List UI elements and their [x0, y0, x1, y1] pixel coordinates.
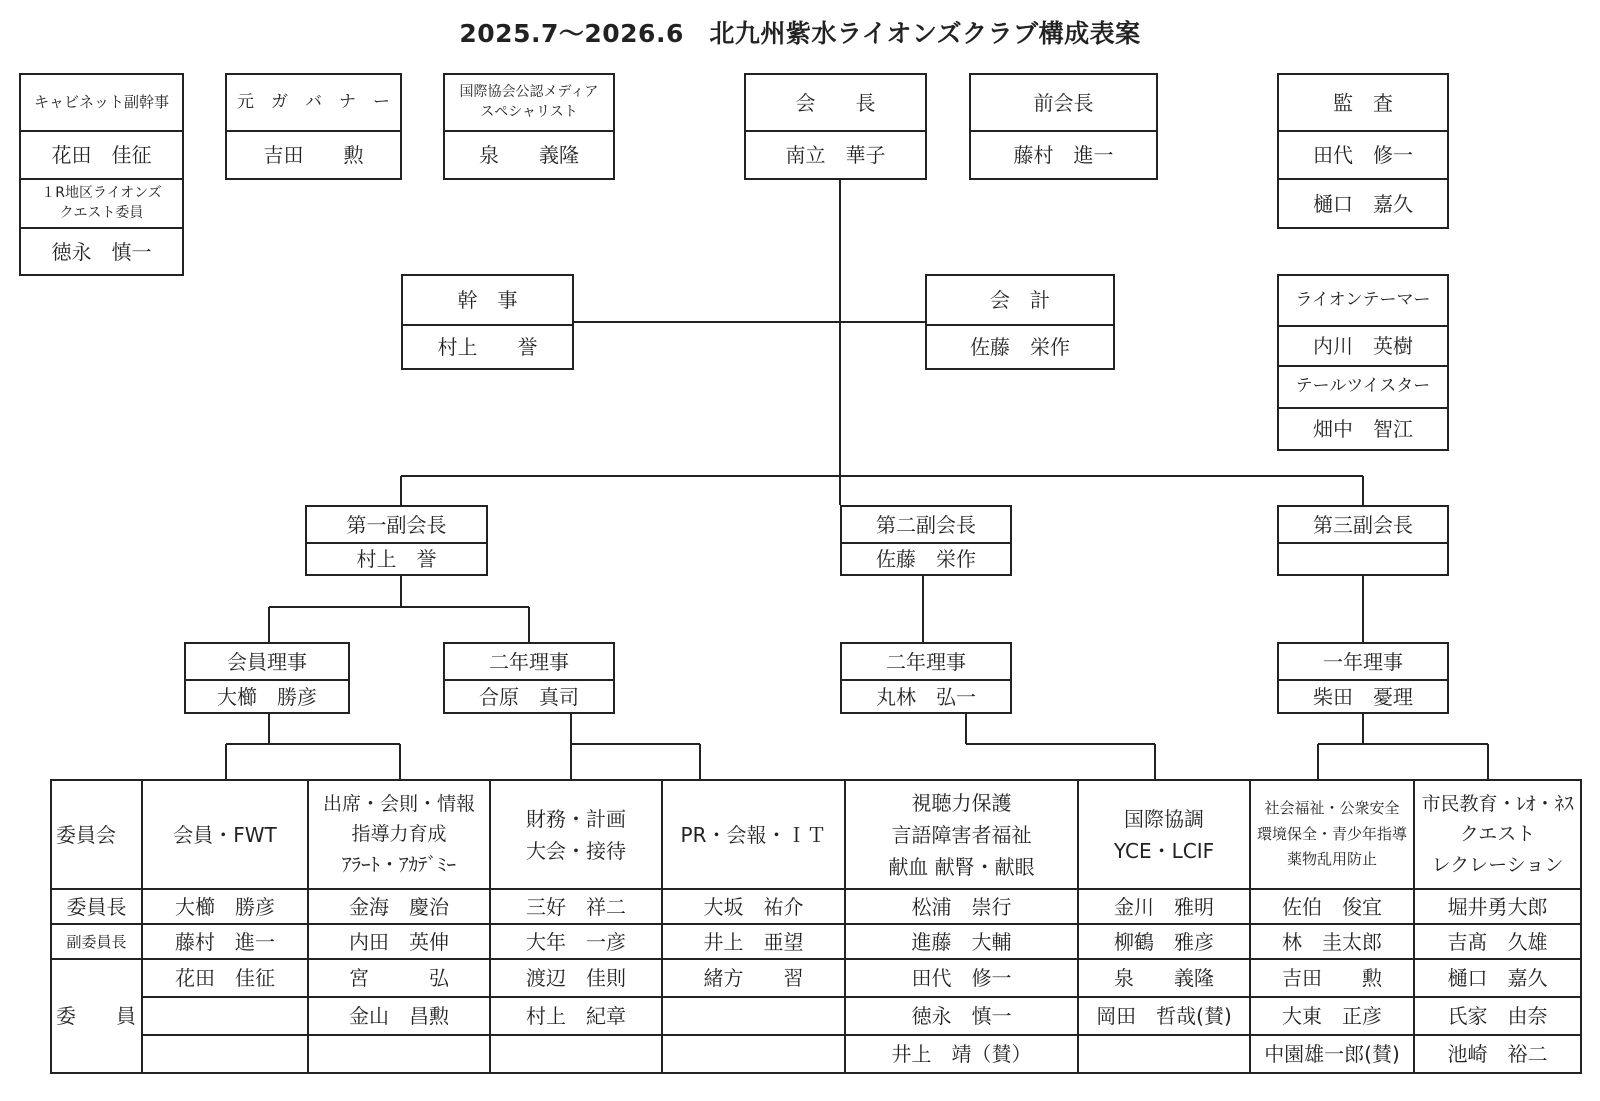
committee-8: 市民教育・ﾚｵ・ﾈｽ クエスト レクレーション	[1414, 780, 1581, 889]
auditor-role: 監 査	[1333, 90, 1393, 115]
member-row-3	[51, 1035, 1581, 1073]
vice-chair-4: 井上 亜望	[662, 924, 845, 959]
director-1-box	[184, 642, 350, 714]
member-row-2	[51, 997, 1581, 1035]
secretary-role: 幹 事	[457, 288, 518, 312]
director-4-box	[1277, 642, 1449, 714]
committee-row	[51, 780, 1581, 889]
vice-chair-1: 藤村 進一	[142, 924, 308, 959]
vice-president-2-name: 佐藤 栄作	[842, 542, 1010, 574]
member-3-4	[662, 1035, 845, 1073]
media-box	[443, 73, 615, 180]
page-title: 2025.7～2026.6 北九州紫水ライオンズクラブ構成表案	[459, 19, 1141, 48]
committee-6: 国際協調 YCE・LCIF	[1078, 780, 1250, 889]
past-president-role: 前会長	[1033, 90, 1094, 115]
vice-chair-7: 林 圭太郎	[1250, 924, 1414, 959]
members-label: 委 員	[51, 959, 142, 1073]
past-president-name: 藤村 進一	[971, 130, 1156, 178]
chair-7: 佐伯 俊宜	[1250, 889, 1414, 924]
committee-table	[50, 779, 1582, 1074]
chair-6: 金川 雅明	[1078, 889, 1250, 924]
director-3-role: 二年理事	[886, 649, 966, 674]
committee-label: 委員会	[51, 780, 142, 889]
director-2-box	[443, 642, 615, 714]
cabinet-box	[19, 73, 184, 276]
vice-president-3-name	[1279, 542, 1447, 574]
president-name: 南立 華子	[746, 130, 925, 178]
member-2-2: 金山 昌勲	[308, 997, 490, 1035]
lion-tamer-box	[1277, 274, 1449, 451]
tail-twister-role: テールツイスター	[1279, 365, 1447, 407]
chair-3: 三好 祥二	[490, 889, 662, 924]
vice-chair-8: 吉髙 久雄	[1414, 924, 1581, 959]
treasurer-name: 佐藤 栄作	[927, 324, 1113, 368]
member-1-7: 吉田 勲	[1250, 959, 1414, 997]
quest-name: 徳永 慎一	[21, 227, 182, 274]
president-box	[744, 73, 927, 180]
president-role: 会 長	[795, 90, 876, 115]
former-governor-role: 元 ガ バ ナ ー	[237, 91, 390, 112]
director-1-name: 大櫛 勝彦	[186, 679, 348, 712]
vice-chair-5: 進藤 大輔	[845, 924, 1078, 959]
member-2-1	[142, 997, 308, 1035]
secretary-box	[401, 274, 574, 370]
cabinet-name: 花田 佳征	[21, 130, 182, 178]
director-3-name: 丸林 弘一	[842, 679, 1010, 712]
media-role: 国際協会公認メディア スペシャリスト	[459, 83, 599, 120]
director-1-role: 会員理事	[227, 649, 307, 674]
vice-chair-label: 副委員長	[51, 924, 142, 959]
member-3-5: 井上 靖（賛）	[845, 1035, 1078, 1073]
member-2-6: 岡田 哲哉(賛)	[1078, 997, 1250, 1035]
auditor-name-2: 樋口 嘉久	[1279, 178, 1447, 227]
director-3-box	[840, 642, 1012, 714]
past-president-box	[969, 73, 1158, 180]
member-row-1	[51, 959, 1581, 997]
committee-2: 出席・会則・情報 指導力育成 ｱﾗｰﾄ・ｱｶﾃﾞﾐｰ	[308, 780, 490, 889]
member-2-3: 村上 紀章	[490, 997, 662, 1035]
treasurer-role: 会 計	[990, 288, 1050, 312]
member-1-1: 花田 佳征	[142, 959, 308, 997]
member-3-1	[142, 1035, 308, 1073]
member-1-5: 田代 修一	[845, 959, 1078, 997]
quest-role: １R地区ライオンズ クエスト委員	[21, 178, 182, 227]
member-1-3: 渡辺 佳則	[490, 959, 662, 997]
vice-president-3-role: 第三副会長	[1313, 512, 1413, 537]
vice-president-3-box	[1277, 505, 1449, 576]
director-2-name: 合原 真司	[445, 679, 613, 712]
director-4-name: 柴田 憂理	[1279, 679, 1447, 712]
former-governor-box	[225, 73, 402, 180]
vice-president-1-role: 第一副会長	[346, 512, 447, 537]
vice-chair-2: 内田 英伸	[308, 924, 490, 959]
committee-4: PR・会報・ＩＴ	[662, 780, 845, 889]
member-1-4: 緒方 習	[662, 959, 845, 997]
director-4-role: 一年理事	[1323, 649, 1403, 674]
committee-5: 視聴力保護 言語障害者福祉 献血 献腎・献眼	[845, 780, 1078, 889]
chair-5: 松浦 崇行	[845, 889, 1078, 924]
committee-7: 社会福祉・公衆安全 環境保全・青少年指導 薬物乱用防止	[1250, 780, 1414, 889]
member-3-8: 池崎 裕二	[1414, 1035, 1581, 1073]
auditor-box	[1277, 73, 1449, 229]
secretary-name: 村上 誉	[403, 324, 572, 368]
vice-chair-6: 柳鶴 雅彦	[1078, 924, 1250, 959]
vice-president-2-role: 第二副会長	[876, 512, 976, 537]
member-1-2: 宮 弘	[308, 959, 490, 997]
media-name: 泉 義隆	[445, 130, 613, 178]
vice-president-2-box	[840, 505, 1012, 576]
member-3-2	[308, 1035, 490, 1073]
member-2-5: 徳永 慎一	[845, 997, 1078, 1035]
tail-twister-name: 畑中 智江	[1279, 407, 1447, 449]
member-3-3	[490, 1035, 662, 1073]
chair-2: 金海 慶治	[308, 889, 490, 924]
cabinet-role: キャビネット副幹事	[33, 93, 169, 111]
member-3-7: 中園雄一郎(賛)	[1250, 1035, 1414, 1073]
lion-tamer-name: 内川 英樹	[1279, 325, 1447, 365]
chair-4: 大坂 祐介	[662, 889, 845, 924]
member-2-4	[662, 997, 845, 1035]
vice-chair-row	[51, 924, 1581, 959]
chair-row	[51, 889, 1581, 924]
committee-3: 財務・計画 大会・接待	[490, 780, 662, 889]
treasurer-box	[925, 274, 1115, 370]
member-2-8: 氏家 由奈	[1414, 997, 1581, 1035]
former-governor-name: 吉田 勲	[227, 130, 400, 178]
member-2-7: 大東 正彦	[1250, 997, 1414, 1035]
chair-1: 大櫛 勝彦	[142, 889, 308, 924]
vice-chair-3: 大年 一彦	[490, 924, 662, 959]
member-1-6: 泉 義隆	[1078, 959, 1250, 997]
auditor-name-1: 田代 修一	[1279, 130, 1447, 178]
committee-1: 会員・FWT	[142, 780, 308, 889]
member-3-6	[1078, 1035, 1250, 1073]
vice-president-1-box	[305, 505, 488, 576]
lion-tamer-role: ライオンテーマー	[1295, 289, 1431, 310]
director-2-role: 二年理事	[489, 649, 569, 674]
vice-president-1-name: 村上 誉	[307, 542, 486, 574]
member-1-8: 樋口 嘉久	[1414, 959, 1581, 997]
chair-label: 委員長	[51, 889, 142, 924]
chair-8: 堀井勇大郎	[1414, 889, 1581, 924]
